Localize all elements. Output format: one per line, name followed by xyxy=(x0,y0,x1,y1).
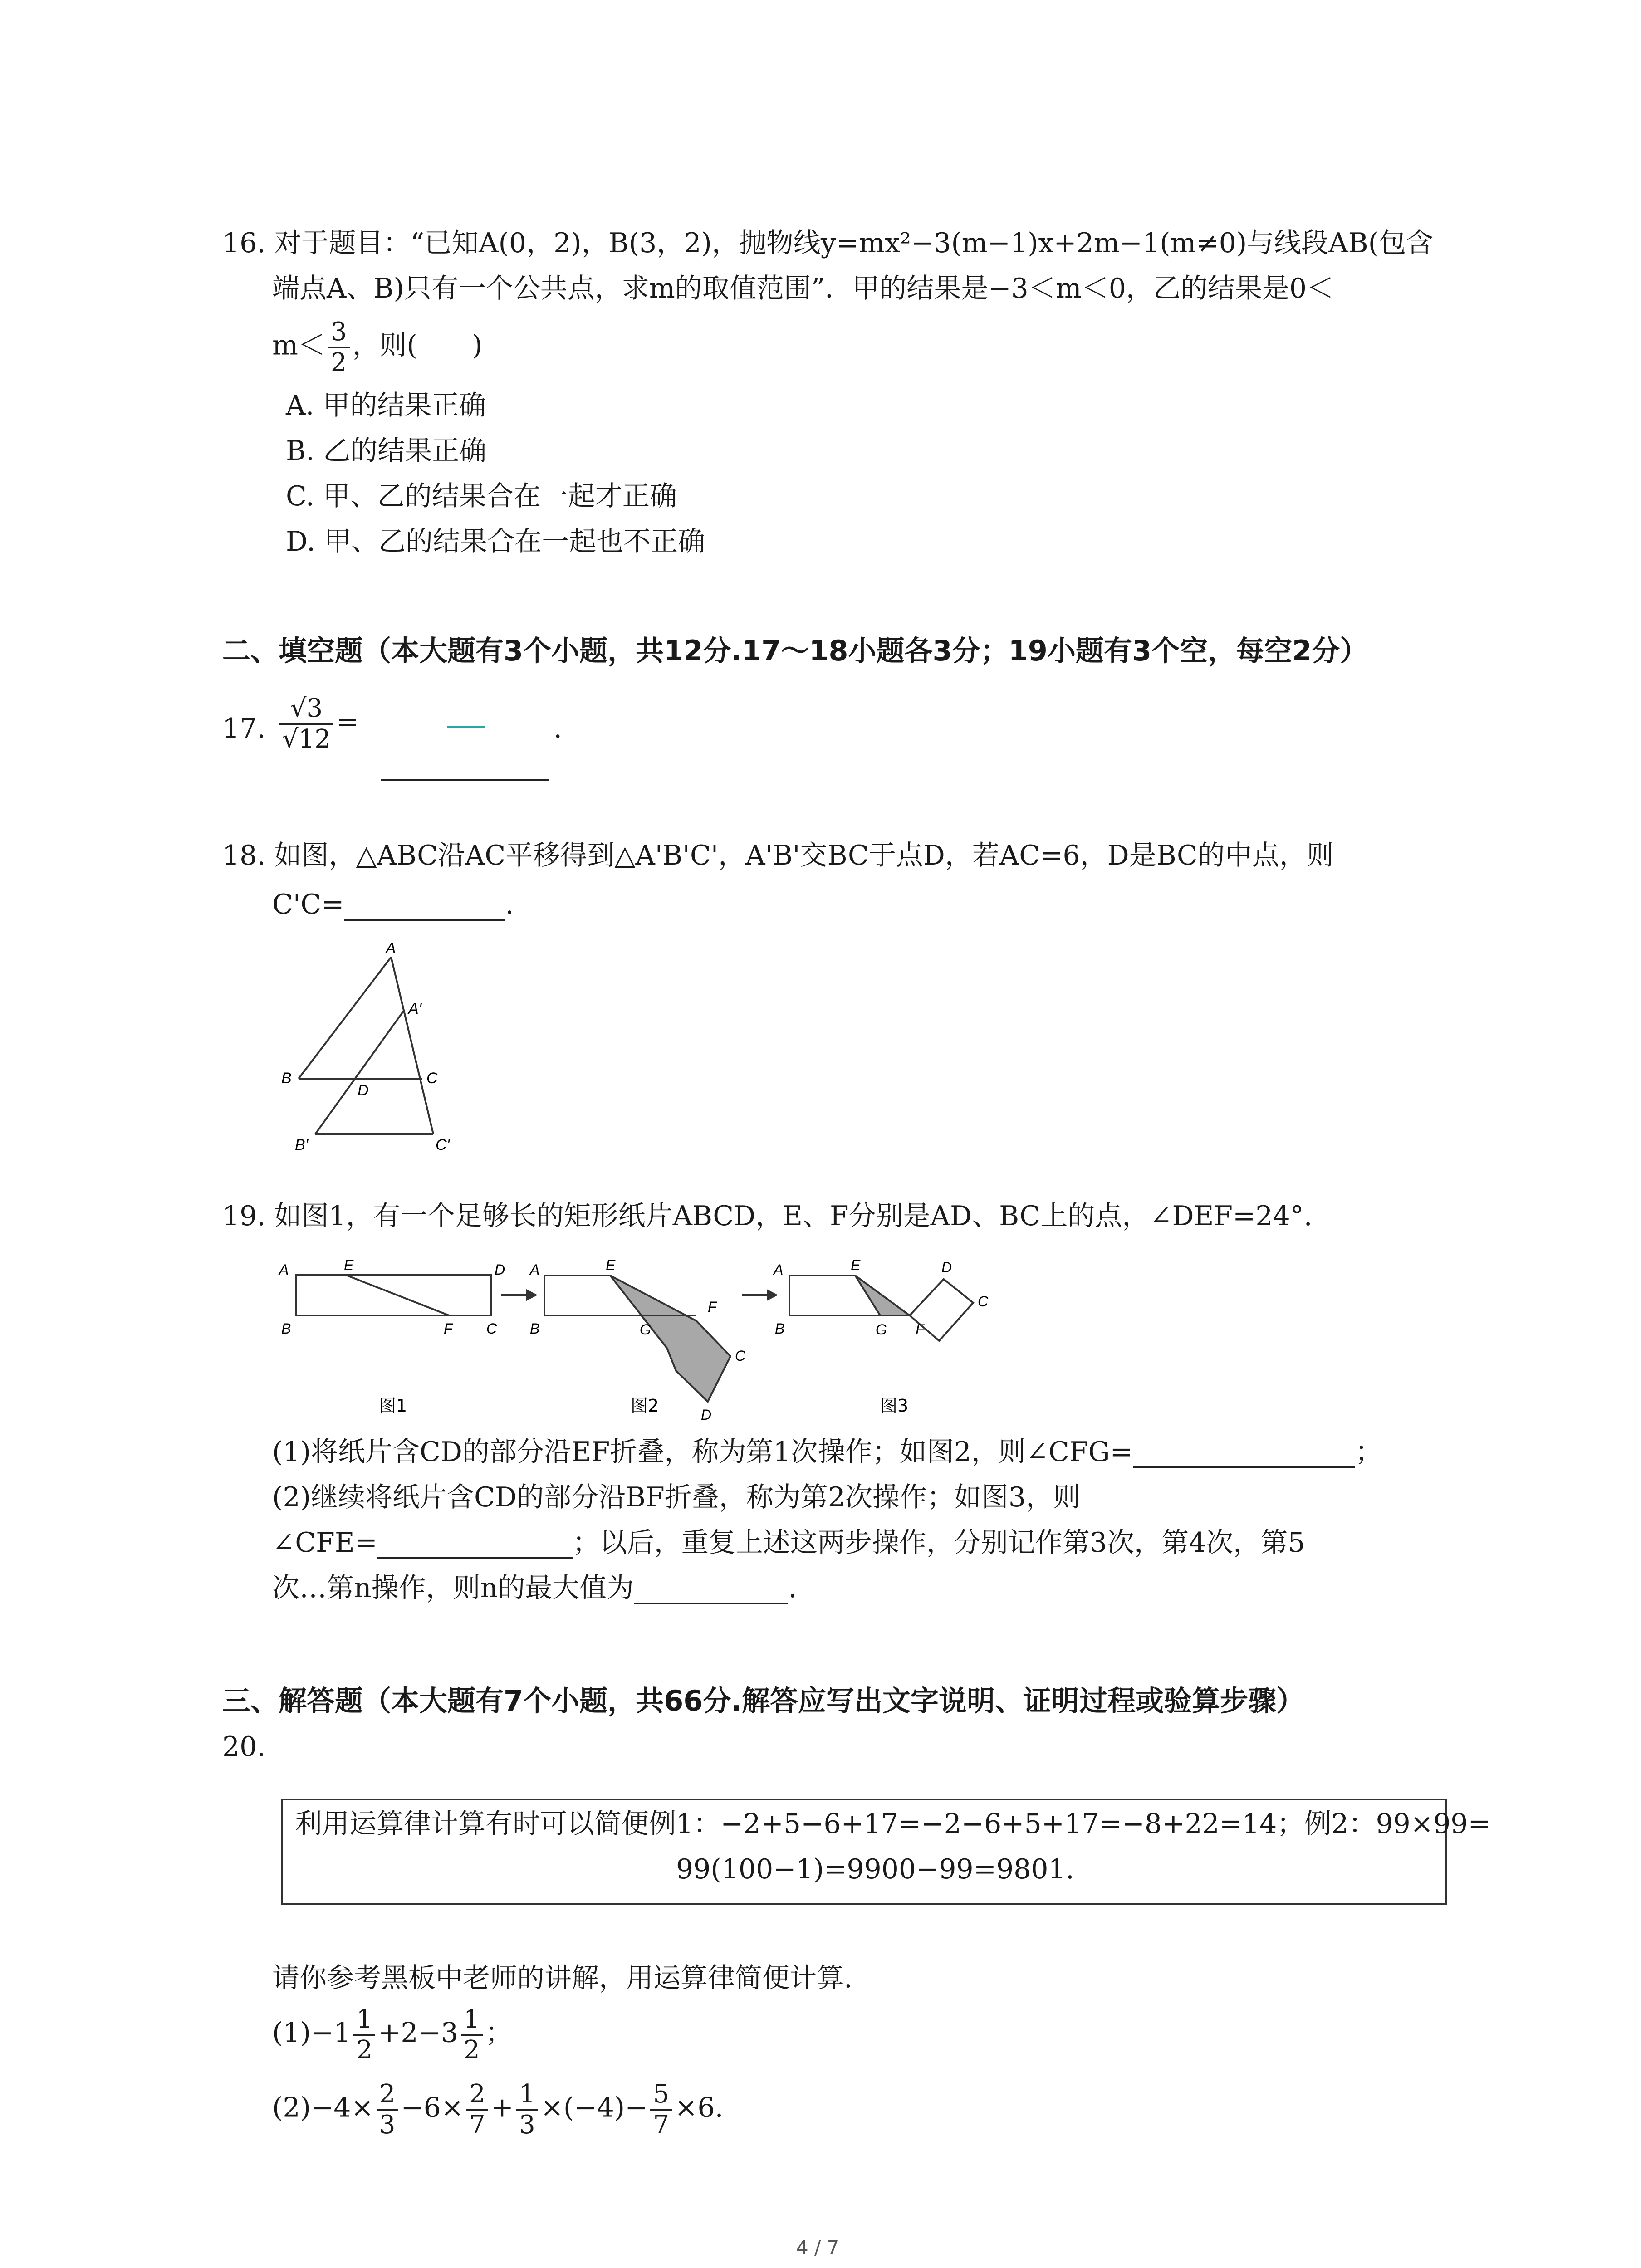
q17-frac xyxy=(279,694,333,754)
q20-p2-f1-num: 2 xyxy=(377,2080,398,2111)
q16-line2: 端点A、B)只有一个公共点，求m的取值范围”．甲的结果是−3＜m＜0，乙的结果是0＜ xyxy=(272,273,1334,304)
q20-p2-post: ×6. xyxy=(675,2092,724,2124)
q20-box-line1: 利用运算律计算有时可以简便例1：−2+5−6+17=−2−6+5+17=−8+22=14；例2：99×99= xyxy=(295,1808,1491,1840)
q18-edge-a1b1 xyxy=(315,1011,404,1134)
q20-instruction: 请你参考黑板中老师的讲解，用运算律简便计算. xyxy=(272,1962,853,1994)
q19-f3-label-a: A xyxy=(774,1261,784,1278)
q20-p2-pre: (2)−4× xyxy=(272,2092,374,2124)
q20-p1-a-den: 2 xyxy=(356,2035,373,2065)
q18-label-a1: A' xyxy=(408,1000,422,1017)
q16-option-b: B. 乙的结果正确 xyxy=(286,435,487,467)
q18-label-c: C xyxy=(426,1070,438,1087)
q19-folding-figures xyxy=(272,1252,1025,1433)
q16-frac-denominator: 2 xyxy=(330,348,347,377)
q19-sub2-line1: (2)继续将纸片含CD的部分沿BF折叠，称为第2次操作；如图3，则 xyxy=(272,1481,1081,1513)
q19-f1-label-f: F xyxy=(444,1320,453,1337)
q19-f2-label-f: F xyxy=(708,1299,717,1315)
q19-f3-label-g: G xyxy=(876,1321,887,1338)
q18-line2-post: . xyxy=(505,889,514,920)
q17-equals: = xyxy=(336,706,359,738)
q20-p2-f3-den: 3 xyxy=(519,2110,535,2140)
q19-f3-label-c: C xyxy=(978,1293,989,1310)
q17-fraction xyxy=(277,694,359,754)
section3-heading: 三、解答题（本大题有7个小题，共66分.解答应写出文字说明、证明过程或验算步骤） xyxy=(222,1684,1304,1717)
section2-heading: 二、填空题（本大题有3个小题，共12分.17～18小题各3分；19小题有3个空，每空2分） xyxy=(222,634,1368,667)
q20-p2-frac4 xyxy=(650,2080,672,2140)
q19-arrow1 xyxy=(501,1289,538,1301)
q16-line3-post: ，则( ) xyxy=(352,329,483,362)
q20-p1-b-num: 1 xyxy=(461,2005,483,2036)
q16-fraction xyxy=(328,318,350,377)
q19-f3-label-d: D xyxy=(941,1259,952,1276)
q16-line3 xyxy=(272,318,482,377)
q19-f1-label-b: B xyxy=(281,1320,291,1337)
q16-line3-pre: m＜ xyxy=(272,329,325,362)
q18-label-b: B xyxy=(281,1070,292,1087)
q16-frac-numerator: 3 xyxy=(328,318,350,348)
q16-option-c: C. 甲、乙的结果合在一起才正确 xyxy=(286,480,677,512)
q19-f1-label-a: A xyxy=(279,1261,289,1278)
q19-sub2-pre: ∠CFE= xyxy=(272,1527,377,1559)
q17-denominator: √12 xyxy=(282,724,331,754)
q20-p1-post: ； xyxy=(485,2017,513,2049)
q19-sub2-line3-post: . xyxy=(788,1572,797,1604)
q20-p2-frac2 xyxy=(466,2080,488,2140)
q16-option-a: A. 甲的结果正确 xyxy=(286,390,486,421)
q18-triangle-figure xyxy=(272,943,508,1157)
q20-p2-frac1 xyxy=(377,2080,398,2140)
q18-edge-ab xyxy=(299,957,391,1079)
q20-p2-f4-den: 7 xyxy=(653,2110,670,2140)
q19-f1-label-c: C xyxy=(486,1320,497,1337)
q20-p2-f4-num: 5 xyxy=(650,2080,672,2111)
q16-option-d: D. 甲、乙的结果合在一起也不正确 xyxy=(286,526,705,557)
q19-f2-label-d: D xyxy=(701,1407,712,1423)
q19-f2-label-a: A xyxy=(530,1261,540,1278)
q17-answer-blank[interactable] xyxy=(381,779,549,781)
q18-edge-acc1 xyxy=(391,957,433,1134)
q20-p2-s2: + xyxy=(490,2092,514,2124)
q19-sub2-line3 xyxy=(272,1572,797,1604)
q19-f3-label-e: E xyxy=(851,1257,861,1273)
q20-p2-frac3 xyxy=(516,2080,538,2140)
q18-line1: 18. 如图，△ABC沿AC平移得到△A'B'C'，A'B'交BC于点D，若AC=6，D是BC的中点，则 xyxy=(222,840,1334,871)
q19-sub1-pre: (1)将纸片含CD的部分沿EF折叠，称为第1次操作；如图2，则∠CFG= xyxy=(272,1436,1133,1468)
q20-part2 xyxy=(272,2080,724,2140)
q19-figure1 xyxy=(296,1275,491,1315)
q19-caption-fig1: 图1 xyxy=(379,1396,407,1416)
q19-f3-label-b: B xyxy=(775,1320,785,1337)
q20-p2-f3-num: 1 xyxy=(516,2080,538,2111)
q19-sub2-line3-blank[interactable] xyxy=(634,1575,788,1604)
q20-p2-f2-num: 2 xyxy=(466,2080,488,2111)
page-number: 4 / 7 xyxy=(796,2236,839,2258)
q19-sub2-line2 xyxy=(272,1526,1305,1559)
q19-caption-fig2: 图2 xyxy=(631,1396,659,1416)
q19-sub2-blank[interactable] xyxy=(377,1530,573,1559)
q18-label-d: D xyxy=(358,1082,369,1099)
q19-sub1-blank[interactable] xyxy=(1133,1439,1355,1468)
q17-period: . xyxy=(554,713,563,744)
q20-p2-f1-den: 3 xyxy=(379,2110,396,2140)
q17-numerator: √3 xyxy=(279,694,333,725)
q20-box-line2: 99(100−1)=9900−99=9801. xyxy=(676,1853,1074,1885)
q18-label-c1: C' xyxy=(436,1136,450,1154)
q17-teal-mark xyxy=(447,726,485,728)
q19-line1: 19. 如图1，有一个足够长的矩形纸片ABCD，E、F分别是AD、BC上的点，∠DEF=24°. xyxy=(222,1200,1313,1232)
q19-sub2-mid: ；以后，重复上述这两步操作，分别记作第3次，第4次，第5 xyxy=(572,1527,1305,1559)
q20-p1-b-den: 2 xyxy=(463,2035,480,2065)
q19-f3-label-f: F xyxy=(916,1321,925,1338)
q19-f2-label-g: G xyxy=(640,1321,651,1338)
q19-f1-label-d: D xyxy=(495,1261,505,1278)
q19-f1-label-e: E xyxy=(344,1257,354,1273)
q20-part1 xyxy=(272,2005,513,2065)
q19-f2-label-c: C xyxy=(735,1348,746,1364)
q18-label-b1: B' xyxy=(295,1136,309,1154)
q19-figure2 xyxy=(544,1276,730,1402)
q19-sub2-line3-pre: 次…第n操作，则n的最大值为 xyxy=(272,1572,634,1604)
q18-line2 xyxy=(272,888,514,921)
q19-caption-fig3: 图3 xyxy=(880,1396,909,1416)
q19-sub1-post: ； xyxy=(1355,1436,1382,1468)
q17-number: 17. xyxy=(222,713,266,744)
q20-p2-f2-den: 7 xyxy=(469,2110,485,2140)
q19-sub1 xyxy=(272,1436,1382,1468)
q20-p1-frac-a xyxy=(353,2005,375,2065)
q18-label-a: A xyxy=(386,943,396,957)
q20-p1-a-num: 1 xyxy=(353,2005,375,2036)
q18-answer-blank[interactable] xyxy=(344,892,505,921)
q20-p2-s1: −6× xyxy=(401,2092,464,2124)
q20-p1-pre: (1)−1 xyxy=(272,2017,351,2049)
q19-arrow2 xyxy=(742,1289,778,1301)
q19-f2-label-b: B xyxy=(530,1320,540,1337)
q20-p2-s3: ×(−4)− xyxy=(540,2092,648,2124)
q20-number: 20. xyxy=(222,1731,266,1763)
q20-p1-mid: +2−3 xyxy=(378,2017,458,2049)
q20-p1-frac-b xyxy=(461,2005,483,2065)
q16-line1: 16. 对于题目：“已知A(0，2)，B(3，2)，抛物线y=mx²−3(m−1)x+2m−1(m≠0)与线段AB(包含 xyxy=(222,227,1434,259)
q18-line2-pre: C'C= xyxy=(272,889,344,920)
q19-f2-label-e: E xyxy=(606,1257,616,1273)
